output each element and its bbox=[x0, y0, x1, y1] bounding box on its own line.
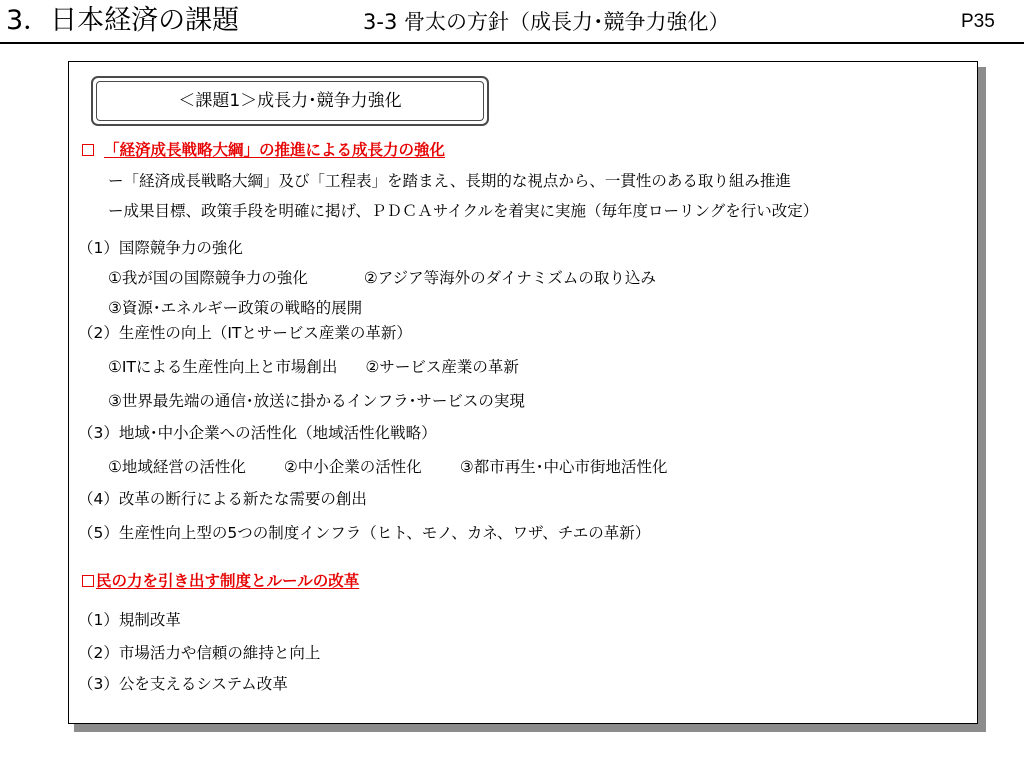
reform-item: （2）市場活力や信頼の維持と向上 bbox=[78, 644, 321, 662]
sub-item-row bbox=[108, 390, 525, 412]
sub-item: ③世界最先端の通信･放送に掛かるインフラ･サービスの実現 bbox=[108, 392, 525, 410]
sub-item: ②サービス産業の革新 bbox=[365, 358, 519, 376]
checkbox-icon bbox=[82, 575, 94, 587]
reform-item: （3）公を支えるシステム改革 bbox=[78, 675, 288, 693]
reform-item: （1）規制改革 bbox=[78, 611, 181, 629]
header-divider bbox=[0, 42, 1024, 44]
section1-heading-text: 「経済成長戦略大綱」の推進による成長力の強化 bbox=[104, 141, 446, 159]
item-title: （5）生産性向上型の5つの制度インフラ（ヒト、モノ、カネ、ワザ、チエの革新） bbox=[78, 524, 651, 542]
sub-item: ①ITによる生産性向上と市場創出 bbox=[108, 358, 338, 376]
sub-item: ①地域経営の活性化 bbox=[108, 458, 246, 476]
slide-header bbox=[0, 0, 1024, 50]
item-title: （3）地域･中小企業への活性化（地域活性化戦略） bbox=[78, 424, 437, 442]
checkbox-icon bbox=[82, 144, 94, 156]
sub-item-row bbox=[108, 356, 519, 378]
sub-item: ①我が国の国際競争力の強化 bbox=[108, 269, 308, 287]
section2-heading-text: 民の力を引き出す制度とルールの改革 bbox=[96, 572, 360, 590]
sub-item-row bbox=[108, 297, 362, 319]
sub-item: ③資源･エネルギー政策の戦略的展開 bbox=[108, 299, 363, 317]
topic-label: ＜課題1＞成長力･競争力強化 bbox=[96, 81, 484, 121]
item-title: （1）国際競争力の強化 bbox=[78, 239, 243, 257]
sub-item-row bbox=[108, 456, 667, 478]
item-title: （2）生産性の向上（ITとサービス産業の革新） bbox=[78, 324, 412, 342]
sub-item: ②アジア等海外のダイナミズムの取り込み bbox=[363, 269, 656, 287]
policy-bullet: ー成果目標、政策手段を明確に掲げ、ＰＤＣＡサイクルを着実に実施（毎年度ローリングを行い改定） bbox=[108, 202, 819, 220]
sub-item: ②中小企業の活性化 bbox=[283, 458, 422, 476]
slide-subtitle: 3-3 骨太の方針（成長力･競争力強化） bbox=[363, 10, 730, 34]
section2-heading bbox=[82, 570, 359, 592]
policy-bullet: ー「経済成長戦略大綱」及び「工程表」を踏まえ、長期的な視点から、一貫性のある取り組み推進 bbox=[108, 172, 791, 190]
section1-heading bbox=[82, 139, 445, 161]
section-title: 3．日本経済の課題 bbox=[6, 5, 240, 36]
topic-box bbox=[91, 76, 489, 126]
sub-item-row bbox=[108, 267, 656, 289]
item-title: （4）改革の断行による新たな需要の創出 bbox=[78, 490, 367, 508]
sub-item: ③都市再生･中心市街地活性化 bbox=[459, 458, 668, 476]
page-number: P35 bbox=[961, 11, 995, 32]
